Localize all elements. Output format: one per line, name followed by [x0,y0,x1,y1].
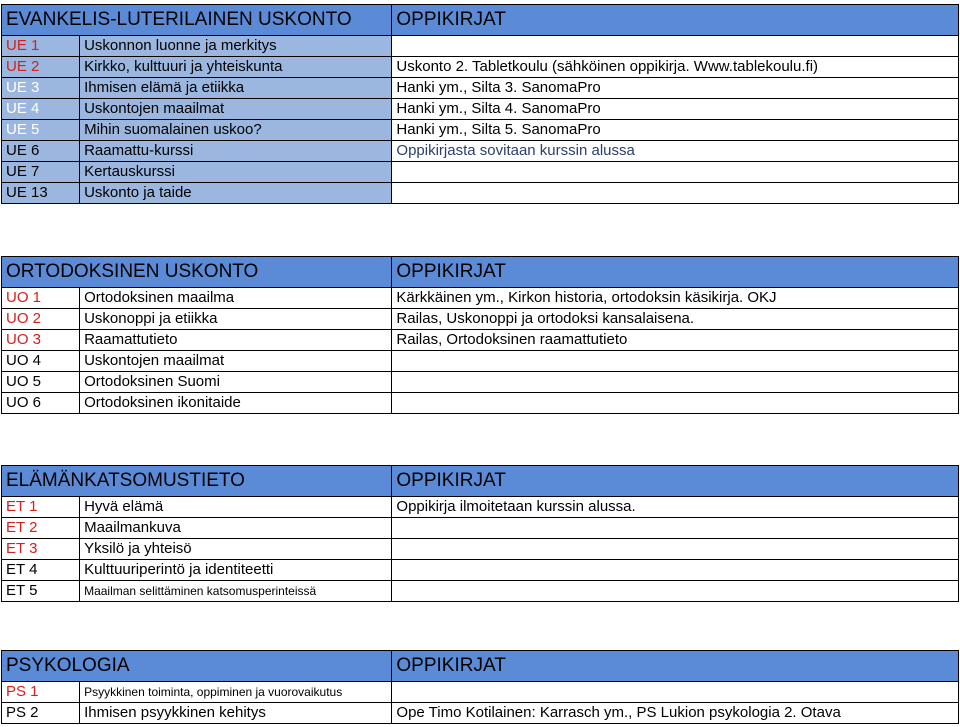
course-book: Ope Timo Kotilainen: Karrasch ym., PS Lukion psykologia 2. Otava [392,703,959,724]
course-book: Railas, Uskonoppi ja ortodoksi kansalaisena. [392,309,959,330]
course-name: Maailmankuva [80,518,392,539]
books-header: OPPIKIRJAT [392,651,959,682]
course-name: Kirkko, kulttuuri ja yhteiskunta [80,57,392,78]
course-name: Uskonnon luonne ja merkitys [80,36,392,57]
table-row [2,330,959,351]
course-name: Uskonto ja taide [80,183,392,204]
course-code: UE 13 [2,183,80,204]
course-book: Railas, Ortodoksinen raamattutieto [392,330,959,351]
table-row [2,518,959,539]
course-code: UO 2 [2,309,80,330]
table-row [2,703,959,724]
course-name: Kertauskurssi [80,162,392,183]
course-book [392,351,959,372]
table-row [2,581,959,602]
books-header: OPPIKIRJAT [392,5,959,36]
section-elamankatsomustieto [0,465,960,602]
table-row [2,393,959,414]
table-row [2,141,959,162]
section-header-row [2,5,959,36]
section-title: PSYKOLOGIA [2,651,392,682]
course-book [392,393,959,414]
course-code: ET 5 [2,581,80,602]
course-name: Raamattu-kurssi [80,141,392,162]
table-row [2,682,959,703]
course-code: ET 4 [2,560,80,581]
course-code: UE 4 [2,99,80,120]
course-book: Hanki ym., Silta 3. SanomaPro [392,78,959,99]
table-row [2,497,959,518]
course-code: UE 2 [2,57,80,78]
course-book [392,162,959,183]
section-title: ORTODOKSINEN USKONTO [2,257,392,288]
table-row [2,183,959,204]
course-name: Uskonoppi ja etiikka [80,309,392,330]
course-name: Maailman selittäminen katsomusperinteissä [80,581,392,602]
course-book [392,682,959,703]
course-code: UE 6 [2,141,80,162]
course-book [392,560,959,581]
course-name: Raamattutieto [80,330,392,351]
course-code: UE 3 [2,78,80,99]
books-header: OPPIKIRJAT [392,466,959,497]
table-row [2,78,959,99]
course-code: UO 6 [2,393,80,414]
course-book: Hanki ym., Silta 5. SanomaPro [392,120,959,141]
course-book: Oppikirja ilmoitetaan kurssin alussa. [392,497,959,518]
course-code: UE 5 [2,120,80,141]
course-code: ET 1 [2,497,80,518]
course-book [392,539,959,560]
course-name: Hyvä elämä [80,497,392,518]
course-code: PS 1 [2,682,80,703]
evankelis-luterilainen-table [1,4,959,204]
section-header-row [2,466,959,497]
ortodoksinen-table [1,256,959,414]
table-row [2,309,959,330]
course-book: Uskonto 2. Tabletkoulu (sähköinen oppikirja. Www.tablekoulu.fi) [392,57,959,78]
course-book [392,581,959,602]
table-row [2,560,959,581]
course-name: Uskontojen maailmat [80,351,392,372]
course-code: UE 1 [2,36,80,57]
section-header-row [2,257,959,288]
course-name: Ortodoksinen maailma [80,288,392,309]
course-book: Hanki ym., Silta 4. SanomaPro [392,99,959,120]
course-name: Ortodoksinen Suomi [80,372,392,393]
course-name: Kulttuuriperintö ja identiteetti [80,560,392,581]
table-row [2,288,959,309]
section-psykologia [0,650,960,724]
course-code: ET 3 [2,539,80,560]
table-row [2,120,959,141]
table-row [2,351,959,372]
table-row [2,99,959,120]
section-header-row [2,651,959,682]
course-name: Yksilö ja yhteisö [80,539,392,560]
course-code: UE 7 [2,162,80,183]
course-name: Ortodoksinen ikonitaide [80,393,392,414]
course-code: ET 2 [2,518,80,539]
course-book: Oppikirjasta sovitaan kurssin alussa [392,141,959,162]
table-row [2,162,959,183]
psykologia-table [1,650,959,724]
course-code: UO 3 [2,330,80,351]
section-title: ELÄMÄNKATSOMUSTIETO [2,466,392,497]
course-book [392,518,959,539]
table-row [2,539,959,560]
course-name: Psyykkinen toiminta, oppiminen ja vuorovaikutus [80,682,392,703]
course-book [392,183,959,204]
course-book: Kärkkäinen ym., Kirkon historia, ortodoksin käsikirja. OKJ [392,288,959,309]
books-header: OPPIKIRJAT [392,257,959,288]
elamankatsomustieto-table [1,465,959,602]
course-name: Ihmisen psyykkinen kehitys [80,703,392,724]
course-name: Mihin suomalainen uskoo? [80,120,392,141]
course-code: PS 2 [2,703,80,724]
section-title: EVANKELIS-LUTERILAINEN USKONTO [2,5,392,36]
course-book [392,372,959,393]
course-code: UO 4 [2,351,80,372]
course-code: UO 1 [2,288,80,309]
section-ortodoksinen [0,256,960,414]
course-code: UO 5 [2,372,80,393]
section-evankelis-luterilainen [0,4,960,204]
course-name: Ihmisen elämä ja etiikka [80,78,392,99]
table-row [2,36,959,57]
table-row [2,372,959,393]
course-book [392,36,959,57]
table-row [2,57,959,78]
course-name: Uskontojen maailmat [80,99,392,120]
